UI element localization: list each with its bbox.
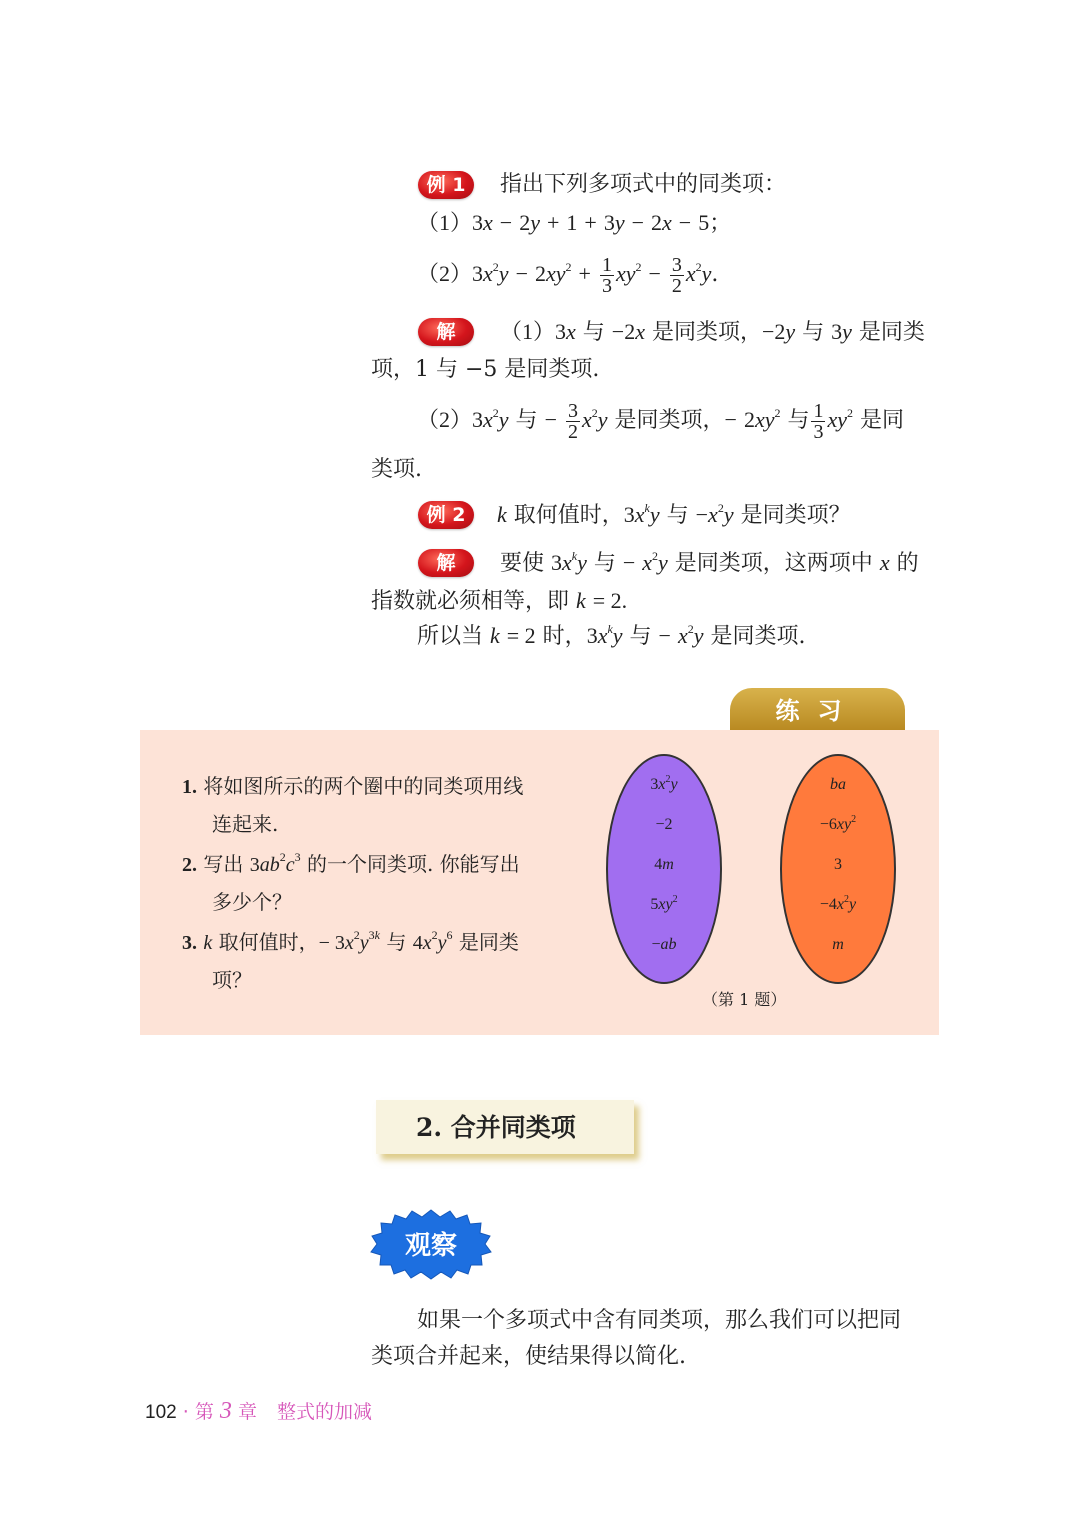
q3-number: 3. [182,932,197,954]
example-tag: 例 1 [418,171,474,199]
example1-prompt: 指出下列多项式中的同类项： [500,172,787,197]
right-circle [780,754,896,984]
observe-badge [370,1208,492,1280]
right-circle-term: $-6xy^2$ [819,814,857,833]
chapter-number: 3 [219,1398,232,1424]
q2-text-line2: 多少个？ [212,890,292,914]
example1-item1: （1）3x − 2y + 1 + 3y − 2x − 5； [417,210,732,236]
left-circle-term: −ab [651,936,677,953]
left-circle [606,754,722,984]
practice-q1 [182,772,523,801]
left-circle-term: 4m [654,856,674,873]
q1-text-line2: 连起来. [212,812,279,836]
solution1-line1: （1）3x 与 −2x 是同类项，−2y 与 3y 是同类 [500,319,925,345]
example2-text: k 取何值时，$3x^ky$ 与 $-x^2y$ 是同类项？ [497,501,851,528]
q1-text-line1: 将如图所示的两个圈中的同类项用线 [203,774,524,798]
right-circle-term: $-4x^2y$ [819,894,857,913]
page-footer: 102 · 第 3 章 整式的加减 [145,1398,373,1424]
left-circle-term: $3x^2y$ [650,774,678,793]
example-tag: 例 2 [418,501,474,529]
solution2-line1: 要使 $3x^ky$ 与 − $x^2y$ 是同类项，这两项中 x 的 [500,549,919,576]
solution2-line2: 指数就必须相等，即 k = 2. [371,588,628,614]
chapter-prefix: 第 [194,1401,214,1423]
solution1-line4: 类项. [371,457,422,482]
right-circle-term: m [832,936,844,953]
practice-q2: 2. 写出 $3ab^2c^3$ 的一个同类项. 你能写出 [182,850,520,876]
right-circle-term: 3 [834,856,842,873]
solution-tag: 解 [418,549,474,577]
solution-tag: 解 [418,318,474,346]
q3-text-line2: 项？ [212,968,252,992]
practice-title-tab: 练习 [730,688,905,730]
section-heading: 2. 合并同类项 [376,1100,634,1154]
example1-item2: $(2)3x^2y - 2xy^2$ + $\frac{1}{3}$ $xy^2$ − $\frac{3}{2}$ $x^2y$. [417,253,719,297]
chapter-suffix: 章 [237,1401,257,1423]
solution1-line2: 项，1 与 −5 是同类项. [371,357,600,382]
q1-number: 1. [182,776,197,798]
chapter-title: 整式的加减 [277,1401,373,1423]
left-circle-term: −2 [655,816,673,833]
practice-box [140,730,939,1035]
figure-caption: （第 1 题） [702,990,787,1009]
solution2-line3: 所以当 k = 2 时，$3x^ky$ 与 − $x^2y$ 是同类项. [417,622,806,649]
q2-number: 2. [182,854,197,876]
observe-line1: 如果一个多项式中含有同类项，那么我们可以把同 [417,1308,902,1333]
observe-badge-label: 观察 [404,1231,458,1261]
practice-q3: 3. k 取何值时，− $3x^2y^{3k}$ 与 $4x^2y^6$ 是同类 [182,928,519,954]
right-circle-term: ba [830,776,846,793]
solution1-line3: $(2)3x^2y$ 与 − $\frac{3}{2}$ $x^2y$ 是同类项，− $2xy^2$ 与 $\frac{1}{3}$ $xy^2$ 是同 [417,399,904,443]
observe-line2: 类项合并起来，使结果得以简化. [371,1344,686,1369]
left-circle-term: $5xy^2$ [650,894,678,913]
page-number: 102 [145,1402,177,1423]
